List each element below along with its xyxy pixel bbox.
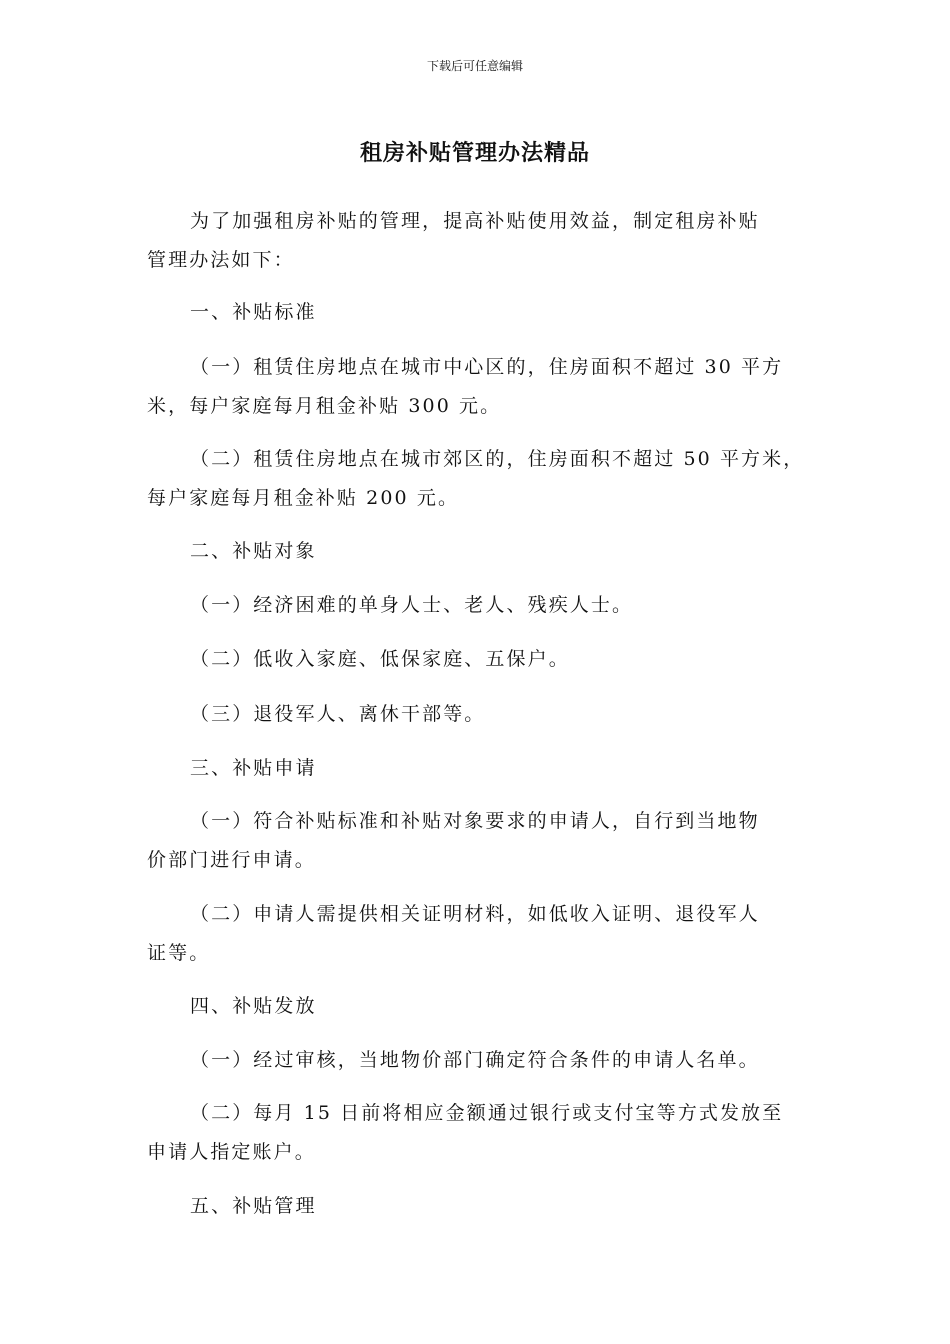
intro-line-2: 管理办法如下： — [147, 249, 295, 271]
intro-paragraph — [147, 202, 807, 280]
section-3-item-1-line-2: 价部门进行申请。 — [147, 849, 316, 871]
section-2-item-3: （三）退役军人、离休干部等。 — [190, 703, 486, 725]
header-note: 下载后可任意编辑 — [426, 59, 523, 73]
section-3-item-1 — [147, 802, 807, 880]
section-4-item-2-line-1: （二）每月 15 日前将相应金额通过银行或支付宝等方式发放至 — [190, 1102, 784, 1124]
section-4-item-1: （一）经过审核，当地物价部门确定符合条件的申请人名单。 — [190, 1049, 760, 1071]
section-4-heading: 四、补贴发放 — [190, 995, 317, 1017]
section-3-item-1-line-1: （一）符合补贴标准和补贴对象要求的申请人，自行到当地物 — [190, 810, 760, 832]
section-2-item-2: （二）低收入家庭、低保家庭、五保户。 — [190, 648, 570, 670]
section-4-item-2 — [147, 1094, 807, 1172]
section-3-item-2-line-1: （二）申请人需提供相关证明材料，如低收入证明、退役军人 — [190, 903, 760, 925]
section-2-heading: 二、补贴对象 — [190, 540, 317, 562]
section-1-item-2-line-1: （二）租赁住房地点在城市郊区的，住房面积不超过 50 平方米， — [190, 448, 805, 470]
section-3-item-2-line-2: 证等。 — [147, 942, 211, 964]
section-5-heading: 五、补贴管理 — [190, 1195, 317, 1217]
section-1-item-2 — [147, 440, 807, 518]
section-4-item-2-line-2: 申请人指定账户。 — [147, 1141, 316, 1163]
document-title: 租房补贴管理办法精品 — [359, 141, 590, 166]
section-2-item-1: （一）经济困难的单身人士、老人、残疾人士。 — [190, 594, 634, 616]
section-1-item-2-line-2: 每户家庭每月租金补贴 200 元。 — [147, 487, 460, 509]
section-1-heading: 一、补贴标准 — [190, 301, 317, 323]
section-3-item-2 — [147, 895, 807, 973]
intro-line-1: 为了加强租房补贴的管理，提高补贴使用效益，制定租房补贴 — [190, 210, 760, 232]
section-1-item-1-line-2: 米，每户家庭每月租金补贴 300 元。 — [147, 395, 502, 417]
section-1-item-1 — [147, 348, 807, 426]
section-1-item-1-line-1: （一）租赁住房地点在城市中心区的，住房面积不超过 30 平方 — [190, 356, 784, 378]
section-3-heading: 三、补贴申请 — [190, 757, 317, 779]
